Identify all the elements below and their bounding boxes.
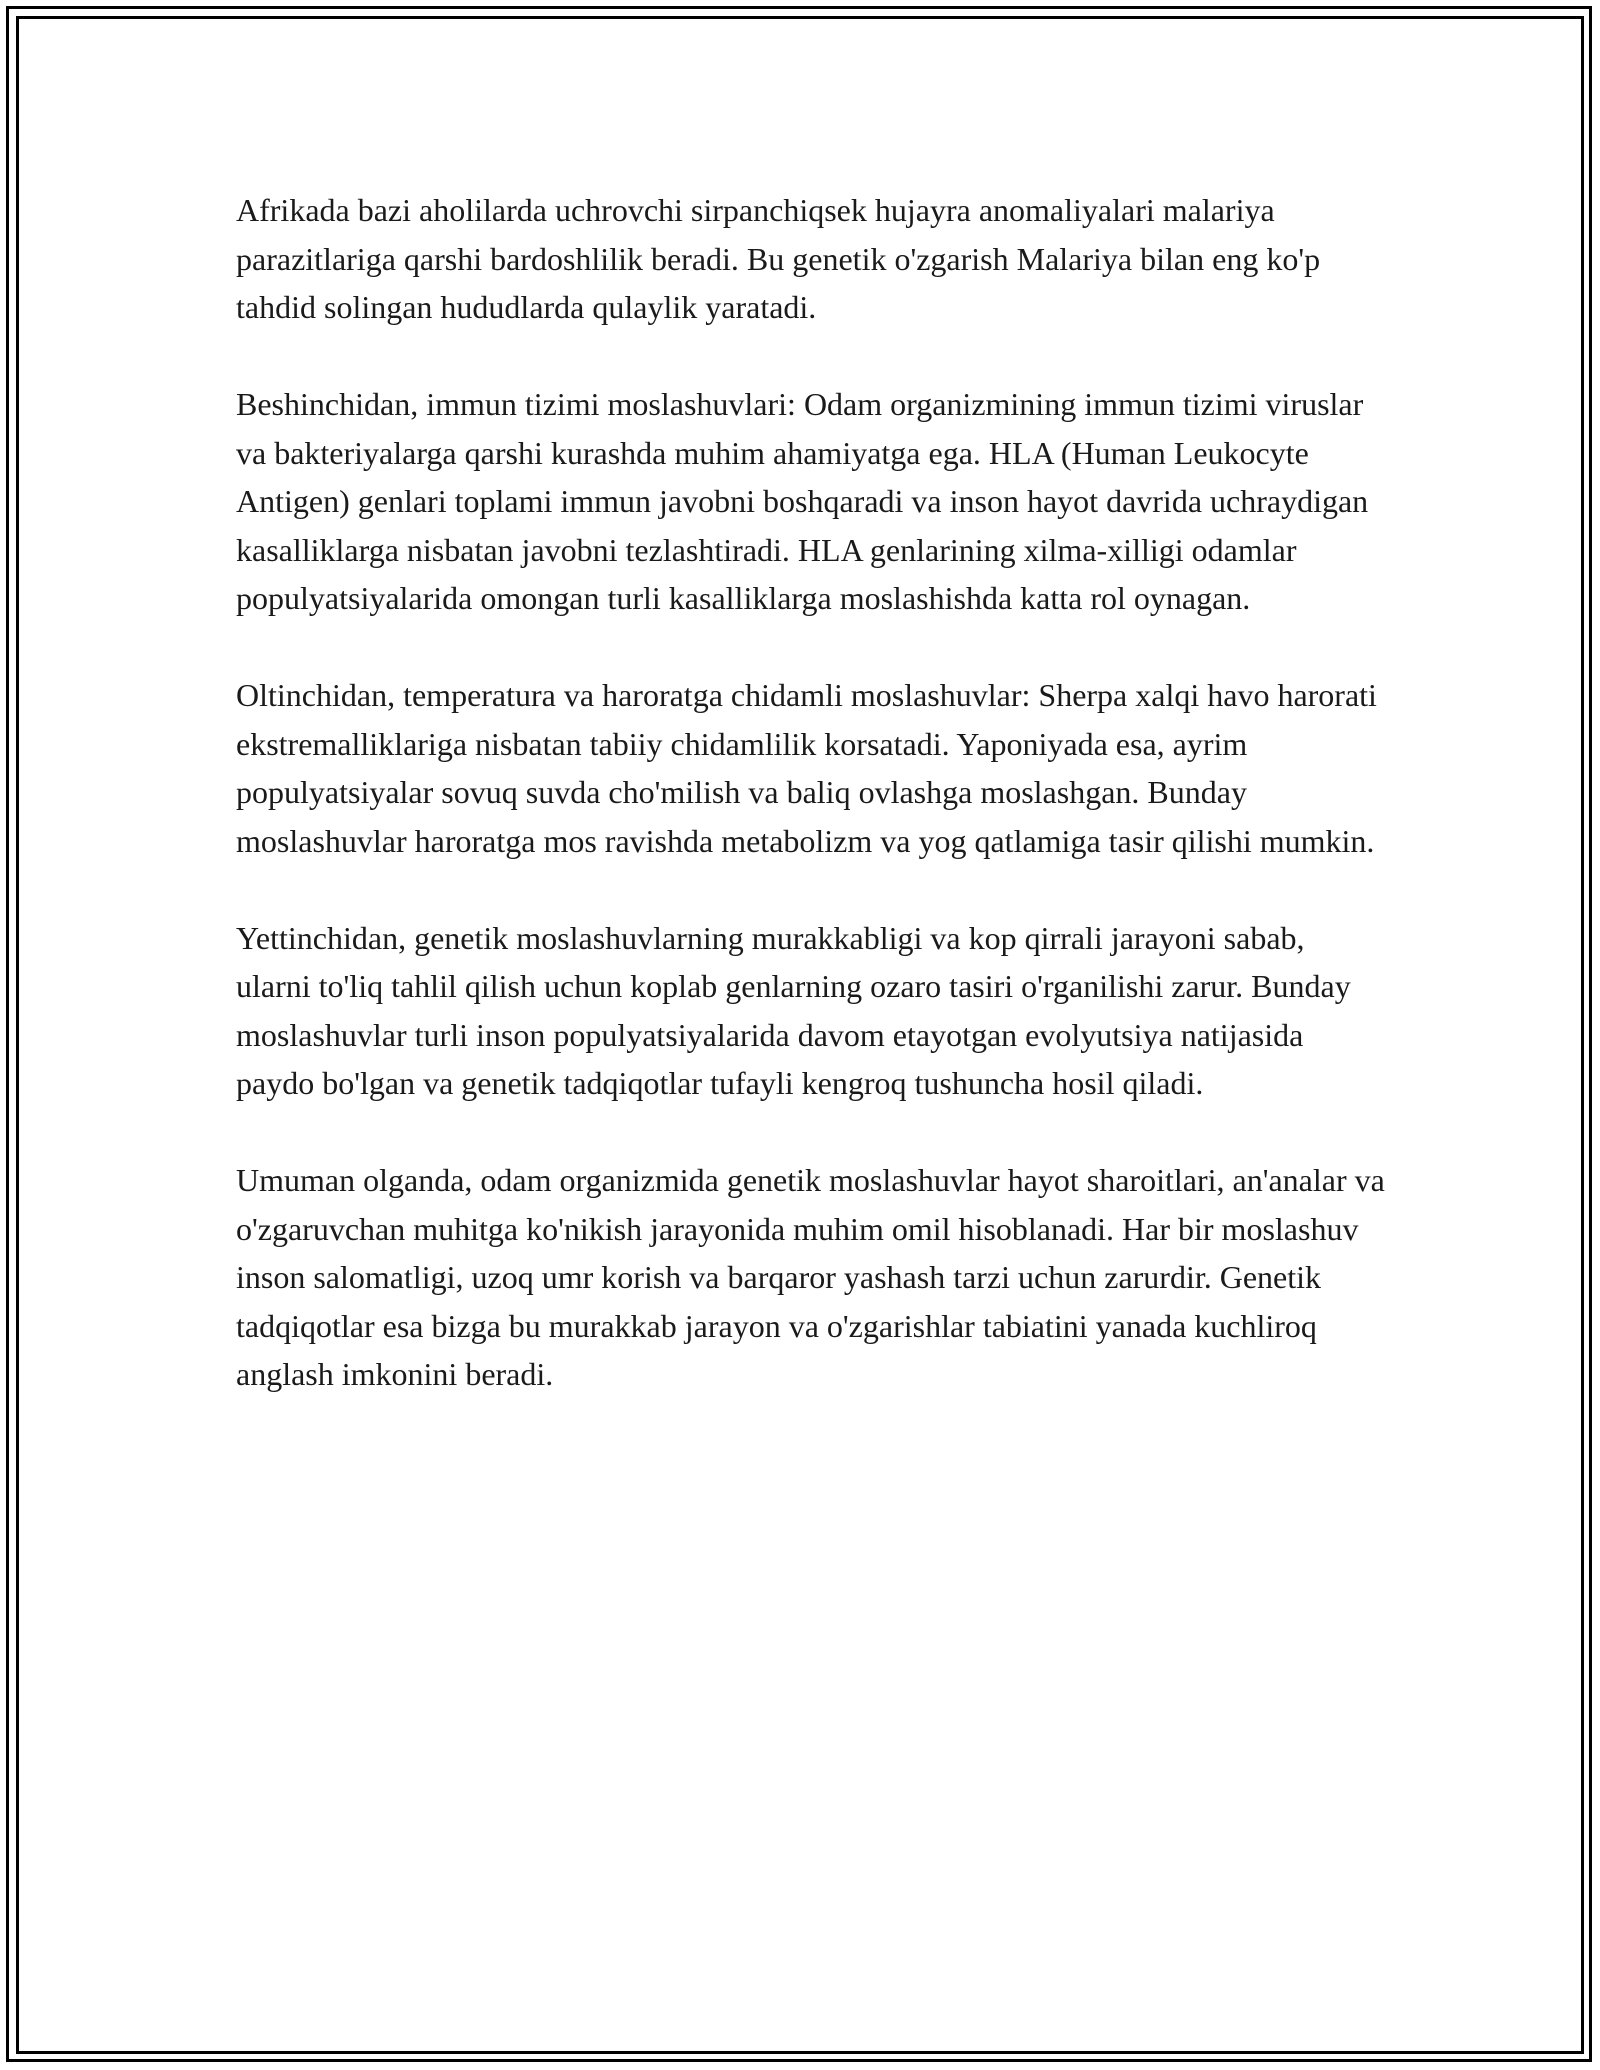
document-body xyxy=(236,186,1386,1447)
paragraph-sickle-cell: Afrikada bazi aholilarda uchrovchi sirpanchiqsek hujayra anomaliyalari malariya parazitlariga qarshi bardoshlilik beradi. Bu genetik o'zgarish Malariya bilan eng ko'p tahdid solingan hududlarda qulaylik yaratadi. xyxy=(236,192,1321,325)
paragraph-temperature: Oltinchidan, temperatura va haroratga chidamli moslashuvlar: Sherpa xalqi havo harorati ekstremalliklariga nisbatan tabiiy chidamlilik korsatadi. Yaponiyada esa, ayrim populyatsiyalar sovuq suvda cho'milish va baliq ovlashga moslashgan. Bunday moslashuvlar haroratga mos ravishda metabolizm va yog qatlamiga tasir qilishi mumkin. xyxy=(236,677,1377,859)
paragraph-immune-system: Beshinchidan, immun tizimi moslashuvlari: Odam organizmining immun tizimi viruslar va bakteriyalarga qarshi kurashda muhim ahamiyatga ega. HLA (Human Leukocyte Antigen) genlari toplami immun javobni boshqaradi va inson hayot davrida uchraydigan kasalliklarga nisbatan javobni tezlashtiradi. HLA genlarining xilma-xilligi odamlar populyatsiyalarida omongan turli kasalliklarga moslashishda katta rol oynagan. xyxy=(236,386,1369,616)
paragraph-complexity: Yettinchidan, genetik moslashuvlarning murakkabligi va kop qirrali jarayoni sabab, ularni to'liq tahlil qilish uchun koplab genlarning ozaro tasiri o'rganilishi zarur. Bunday moslashuvlar turli inson populyatsiyalarida davom etayotgan evolyutsiya natijasida paydo bo'lgan va genetik tadqiqotlar tufayli kengroq tushuncha hosil qiladi. xyxy=(236,919,1351,1101)
paragraph-conclusion: Umuman olganda, odam organizmida genetik moslashuvlar hayot sharoitlari, an'analar va o'zgaruvchan muhitga ko'nikish jarayonida muhim omil hisoblanadi. Har bir moslashuv inson salomatligi, uzoq umr korish va barqaror yashash tarzi uchun zarurdir. Genetik tadqiqotlar esa bizga bu murakkab jarayon va o'zgarishlar tabiatini yanada kuchliroq anglash imkonini beradi. xyxy=(236,1162,1385,1392)
